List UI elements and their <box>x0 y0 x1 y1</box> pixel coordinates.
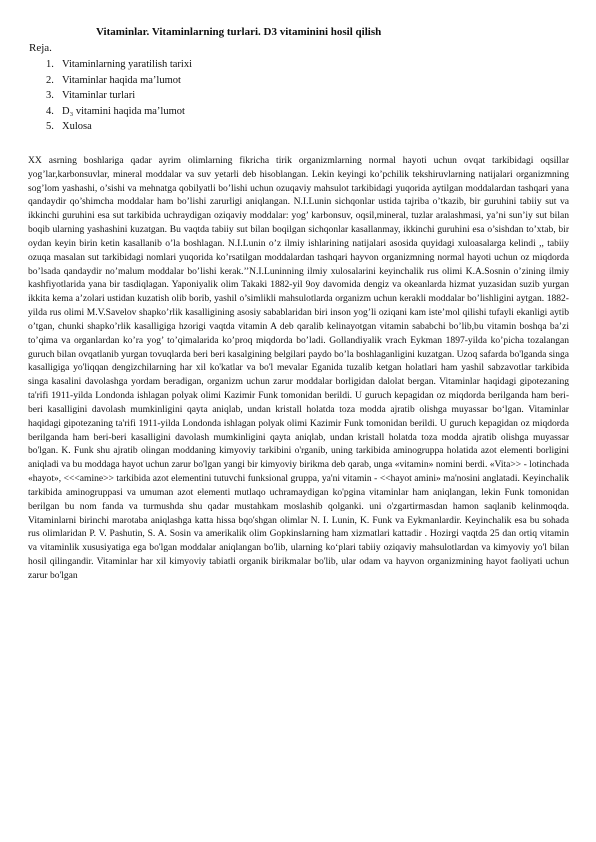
plan-label: Reja. <box>29 42 52 54</box>
body-paragraph: XX asrning boshlariga qadar ayrim olimlarning fikricha tirik organizmlarning normal hayoti uchun ovqat tarkibidagi oqsillar yog’lar,karbonsuvlar, mineral moddalar va suv yetarli deb hisoblangan. Lekin keyingi ko’pchilik tekshiruvlarning natijalari organizmning sog’lom yashashi, o’sishi va mehnatga qobilyatli bo’lishi uchun ozuqaviy mahsulot tarkibidagi yuqorida aytilgan moddalardan tashqari yana qandaydir qo’shimcha moddalar ham bo’lishi zarurligi aniqlangan. N.I.Lunin sichqonlar ustida tajriba o’tkazib, bir guruhini tabiiy sut va ikkinchi guruhini esa sut tarkibida uchraydigan oziqaviy moddalar: yog’ karbonsuv, oqsil,mineral, tuzlar aralashmasi, ya’ni sun’iy sut bilan boqib ularning yashashini kuzatgan. Bu vaqtda tabiiy sut bilan boqilgan sichqonlar kasallanmay, ikkinchi guruhini esa o’sishdan to’xtab, bir oydan keyin birin ketin kasallanib o’la boshlagan. N.I.Lunin o’z ilmiy ishlarining natijalari asosida quyidagi xuloasalarga kelindi ,, tabiiy ozuqa masalan sut tarkibidagi nomlari yuqorida ko’rsatilgan moddalardan tashqari hayvon organizmning normal hayoti uchun oz miqdorda bo’lsada qandaydir no’malum moddalar bo’lishi kerak.’’N.I.Luninning ilmiy xulosalarini keyinchalik rus olimi K.A.Sosnin o’zining ilmiy kashfiyotlarida yana bir tasdiqlagan. Yaponiyalik olim Takaki 1882-yil 9oy davomida dengiz va okeanlarda hizmat yuzasidan suzib yurgan ikkita kema a’zolari ustidan kuzatish olib borib, yashil o’simlikli mahsulotlarda organizm uchun kerakli moddalar bo’lishligini aytgan. 1882-yilda rus olimi M.V.Savelov shapko’rlik kasalligining asosiy sabablaridan biri inson yog’li oziqani kam iste’mol qilishi tufayli ekanligi aytib o’tgan, chunki shapko’rlik kasalligiga hzorigi vaqtda vitamin A deb qaralib kelinayotgan vitamin sababchi bo’lib,bu vitamin boshqa ba’zi to’qima va organlardan ko’ra yog’ to’qimalarida ko’proq miqdorda bo’ladi. Gollandiyalik vrach Eykman 1897-yilda ko’picha tozalangan guruch bilan ovqatlanib yurgan tovuqlarda beri beri kasalgining belgilari paydo bo’la boshlaganligini kuzatgan. Uzoq safarda bo'lganda singa kasalligiga yo'liqqan dengizchilarning har xil ko'katlar va bo'l mevalar Eganida tuzalib ketgan holatlari ham yashil sabzavotlar tarkibida singa kasalini davolashga yordam beradigan, organizm uchun zarur moddalar borligidan dalolat bergan. Vitaminlar haqidagi gipotezaning ta'rifi 1911-yilda Londonda ishlagan polyak olimi Kazimir Funk tomonidan berildi. U guruch kepagidan oz miqdorda berilganda ham beri-beri kasalligini davolash mumkinligini qayta aniqlab, undan kristall holatda toza modda ajratib olishga muyassar bo‘lgan. Vitaminlar haqidagi gipotezaning ta'rifi 1911-yilda Londonda ishlagan polyak olimi Kazimir Funk tomonidan berildi. U guruch kepagidan oz miqdorda berilganda ham beri-beri kasalligini davolash mumkinligini qayta aniqlab, undan kristall holatda toza modda ajratib olishga muyassar bo'lgan. K. Funk shu ajratib olingan moddaning kimyoviy tarkibini o'rganib, uning tarkibida aminogruppa holatida azot elementi borligini aniqladi va bu moddaga hayot uchun zarur bo'lgan yangi bir kimyoviy birikma deb qarab, unga «vitamin» nomini berdi. «Vita>> - lotinchada «hayot», <<<amine>> tarkibida azot elementini tutuvchi funksional gruppa, ya'ni vitamin - <<hayot amini» ma'nosini anglatadi. Keyinchalik tarkibida aminogruppasi va umuman azot elementi mutlaqo uchramaydigan ko'pgina vitaminlar ham aniqlangan, lekin Funk tomonidan berilgan bu nom fanda va turmushda shu qadar mustahkam moslashib qolganki. uni o'zgartirmasdan hamon saqlanib kelinmoqda. Vitaminlarni birinchi marotaba aniqlashga katta hissa bqo'shgan olimlar N. I. Lunin, K. Funk va Eykmanlardir. Keyinchalik esa bu sohada rus olimlaridan P. V. Pashutin, S. A. Sosin va amerikalik olim Gopkinslarning ham xizmatlari kattadir . Hozirgi vaqtda 25 dan ortiq vitamin va vitaminlik xususiyatiga ega bo'lgan moddalar aniqlangan bo'lib, ularning ko‘plari tabiiy oziqaviy mahsulotlardan va kimyoviy yo'l bilan hosil qilingandir. Vitaminlar har xil kimyoviy tabiatli organik birikmalar bo'lib, ular odam va hayvon organizmining hayot faoliyati uchun zarur bo'lgan <box>28 155 569 581</box>
plan-item-number: 3. <box>46 90 54 102</box>
plan-item-text: Xulosa <box>62 121 92 133</box>
plan-list <box>46 57 192 135</box>
plan-item-number: 5. <box>46 121 54 133</box>
plan-item <box>46 88 192 104</box>
plan-item-text: Vitaminlar turlari <box>62 90 136 102</box>
plan-item-text: Vitaminlarning yaratilish tarixi <box>62 59 193 70</box>
plan-item <box>46 104 192 120</box>
page-title: Vitaminlar. Vitaminlarning turlari. D3 vitaminini hosil qilish <box>96 26 382 38</box>
plan-item-number: 1. <box>46 59 54 70</box>
plan-item-text: D₃ vitamini haqida ma’lumot <box>62 105 185 117</box>
plan-item <box>46 57 192 73</box>
plan-item-number: 2. <box>46 74 54 86</box>
plan-item-number: 4. <box>46 105 54 117</box>
plan-item <box>46 119 192 135</box>
plan-item <box>46 73 192 89</box>
plan-item-text: Vitaminlar haqida ma’lumot <box>62 74 181 86</box>
